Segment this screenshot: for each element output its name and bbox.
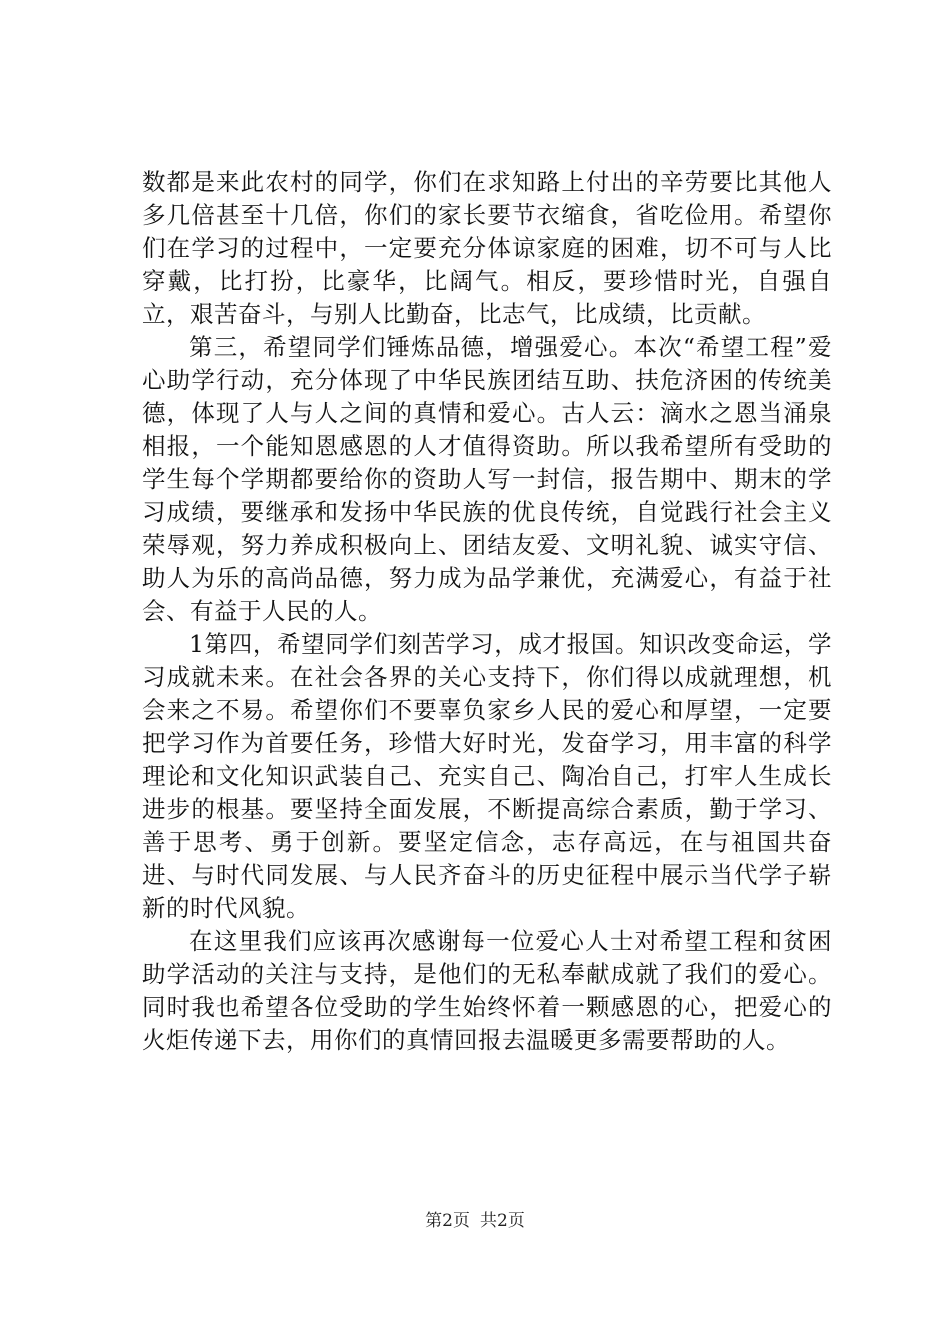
document-body	[142, 166, 832, 1057]
paragraph-third-point: 第三，希望同学们锤炼品德，增强爱心。本次“希望工程”爱心助学行动，充分体现了中华民族团结互助、扶危济困的传统美德，体现了人与人之间的真情和爱心。古人云：滴水之恩当涌泉相报，一个能知恩感恩的人才值得资助。所以我希望所有受助的学生每个学期都要给你的资助人写一封信，报告期中、期末的学习成绩，要继承和发扬中华民族的优良传统，自觉践行社会主义荣辱观，努力养成积极向上、团结友爱、文明礼貌、诚实守信、助人为乐的高尚品德，努力成为品学兼优，充满爱心，有益于社会、有益于人民的人。	[142, 333, 832, 625]
page-footer	[0, 1210, 950, 1232]
paragraph-closing: 在这里我们应该再次感谢每一位爱心人士对希望工程和贫困助学活动的关注与支持，是他们的无私奉献成就了我们的爱心。同时我也希望各位受助的学生始终怀着一颗感恩的心，把爱心的火炬传递下去，用你们的真情回报去温暖更多需要帮助的人。	[142, 927, 832, 1054]
paragraph-fourth-point: 1第四，希望同学们刻苦学习，成才报国。知识改变命运，学习成就未来。在社会各界的关心支持下，你们得以成就理想，机会来之不易。希望你们不要辜负家乡人民的爱心和厚望，一定要把学习作为首要任务，珍惜大好时光，发奋学习，用丰富的科学理论和文化知识武装自己、充实自己、陶冶自己，打牢人生成长进步的根基。要坚持全面发展，不断提高综合素质，勤于学习、善于思考、勇于创新。要坚定信念，志存高远，在与祖国共奋进、与时代同发展、与人民齐奋斗的历史征程中展示当代学子崭新的时代风貌。	[142, 630, 832, 922]
paragraph-continuation: 数都是来此农村的同学，你们在求知路上付出的辛劳要比其他人多几倍甚至十几倍，你们的家长要节衣缩食，省吃俭用。希望你们在学习的过程中，一定要充分体谅家庭的困难，切不可与人比穿戴，比打扮，比豪华，比阔气。相反，要珍惜时光，自强自立，艰苦奋斗，与别人比勤奋，比志气，比成绩，比贡献。	[142, 168, 832, 328]
page-total: 共2页	[480, 1211, 525, 1231]
page-number: 第2页	[425, 1211, 470, 1231]
